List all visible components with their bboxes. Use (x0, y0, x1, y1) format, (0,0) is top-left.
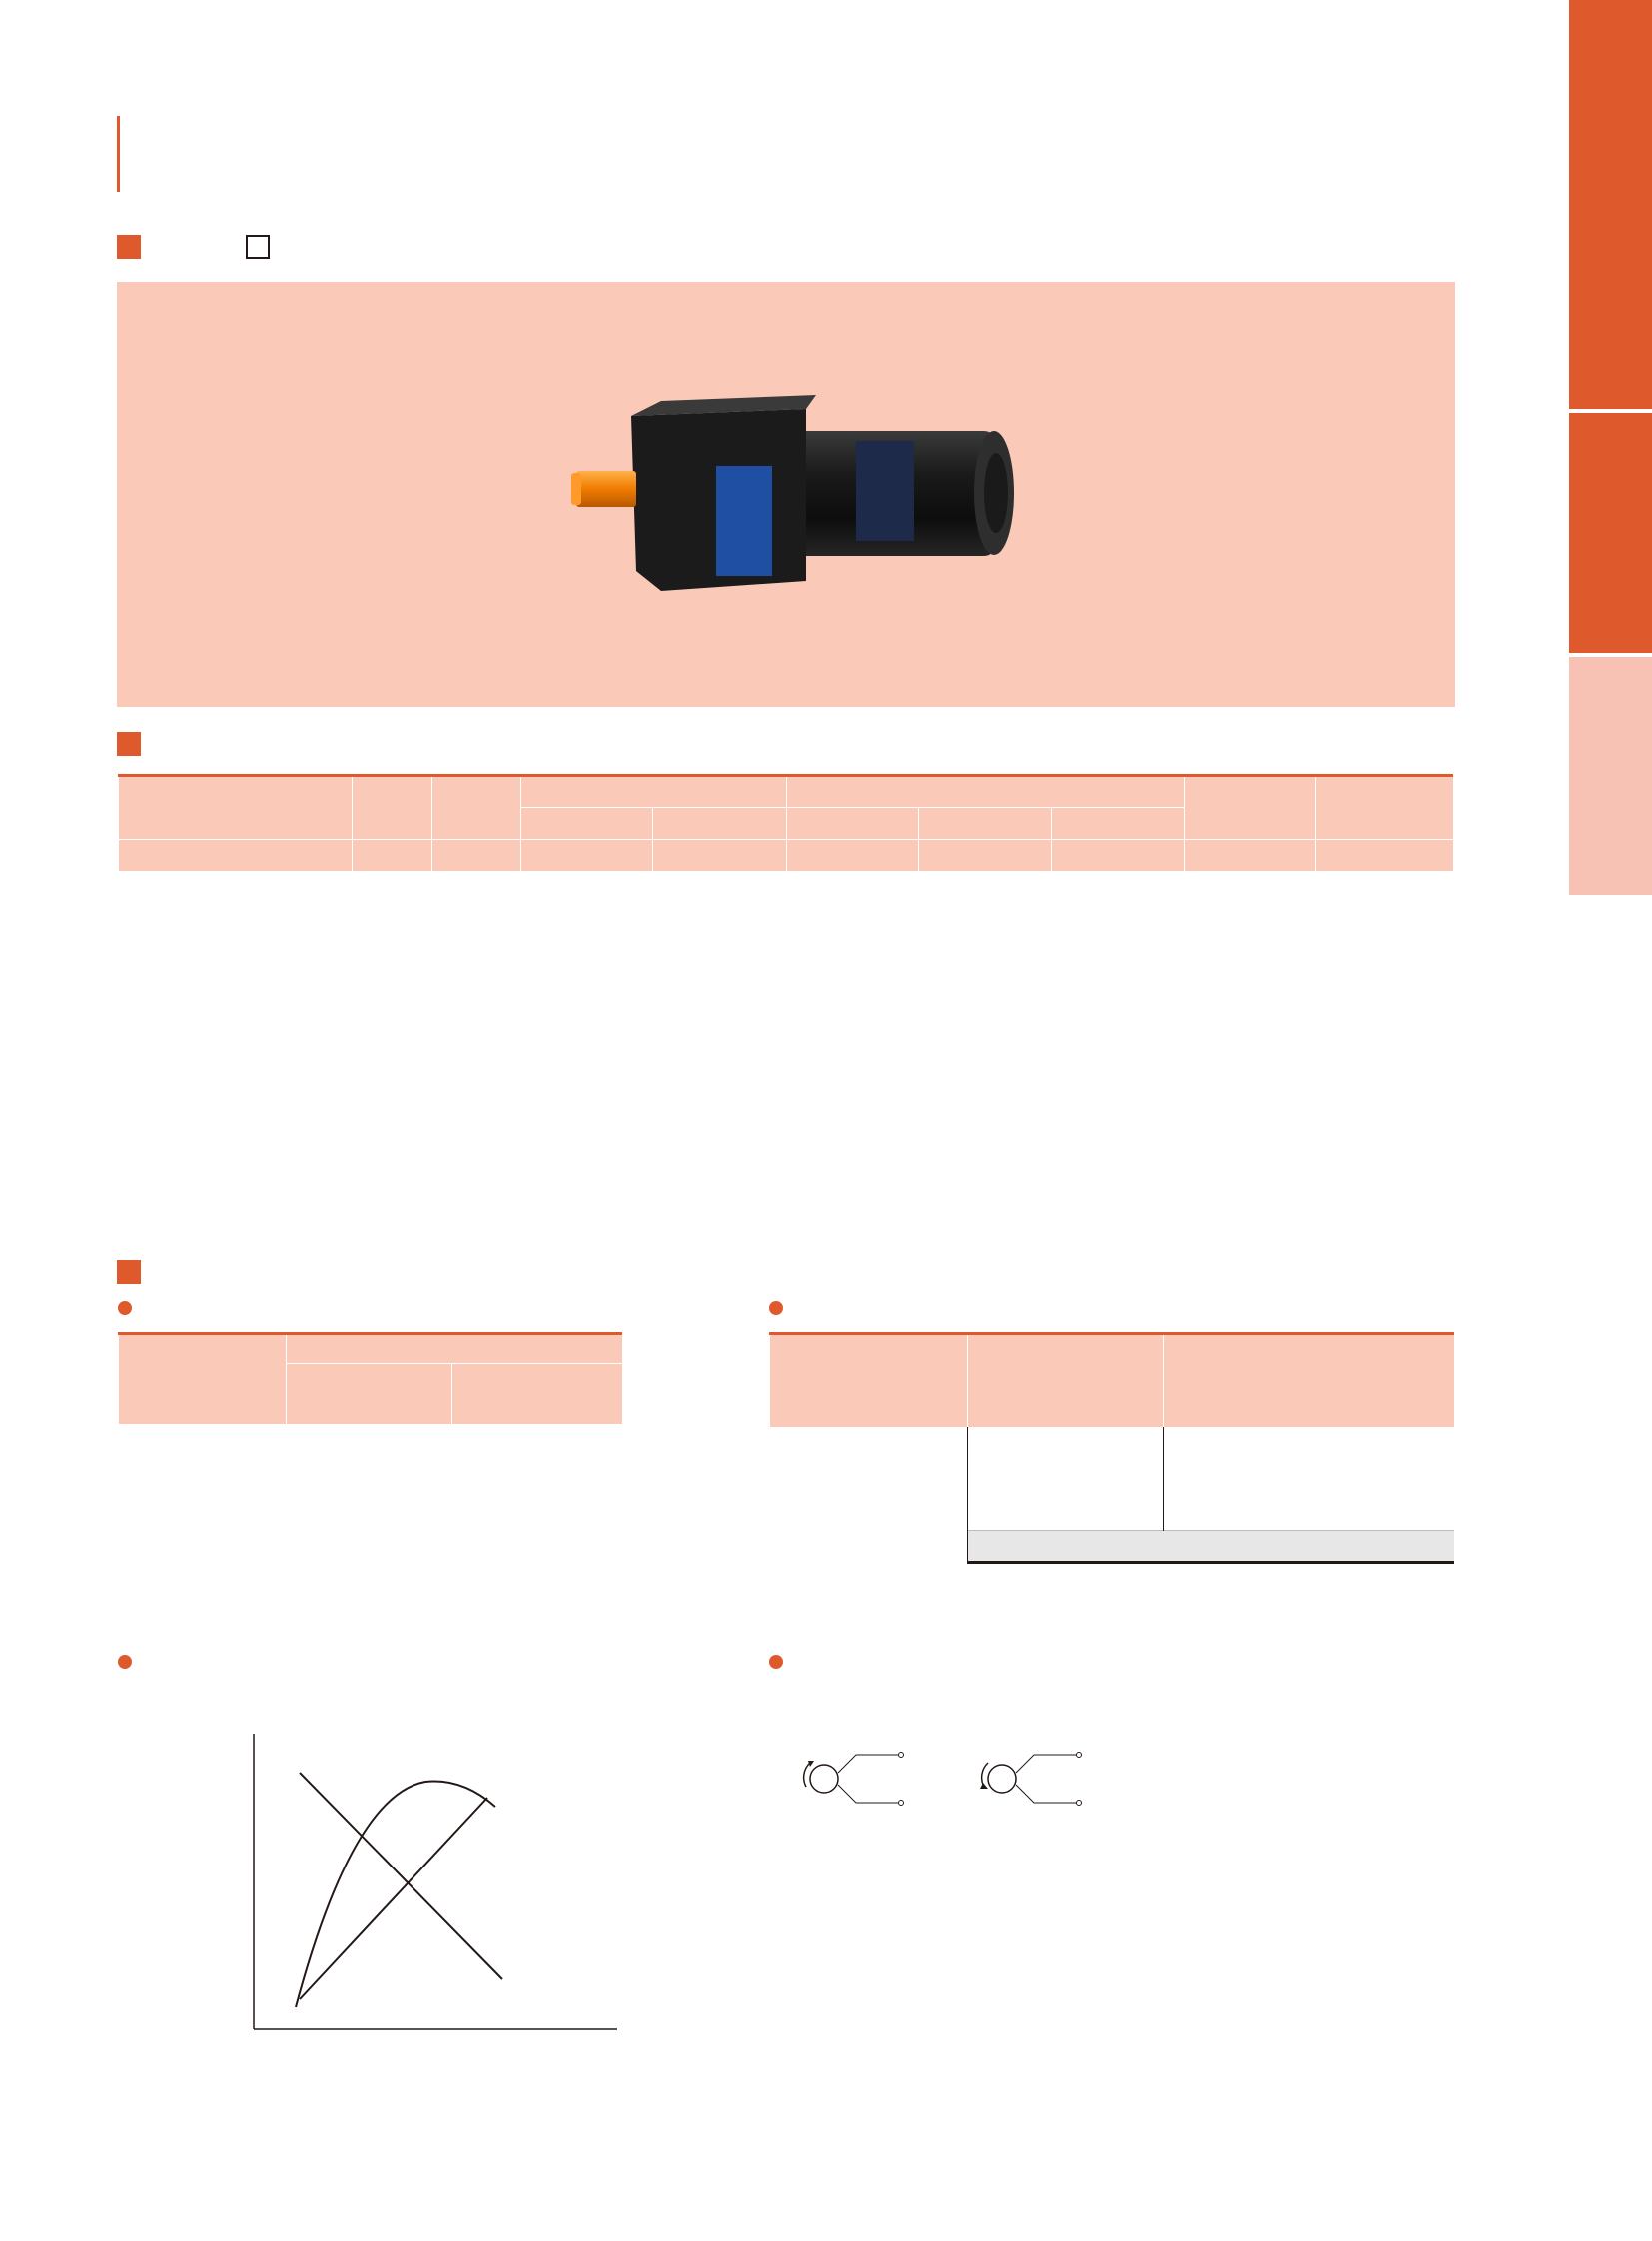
header-nl-current (652, 808, 786, 840)
header-power (431, 776, 520, 840)
section-square-icon (117, 732, 141, 756)
curve-t-n (300, 1773, 502, 1979)
unit-cell (1051, 840, 1184, 872)
curve-t-i (300, 1798, 487, 1999)
motor-icon (988, 1765, 1016, 1793)
gear-ratio-header (1163, 1334, 1454, 1428)
round-header (451, 1364, 622, 1425)
bullet-dot-icon (769, 1655, 783, 1669)
gear-type-header (770, 1334, 968, 1428)
unit-cell (119, 840, 353, 872)
unit-cell (431, 840, 520, 872)
unit-cell (1316, 840, 1453, 872)
model-header (286, 1334, 622, 1364)
header-l-torque (918, 808, 1051, 840)
unit-cell (918, 840, 1051, 872)
curve-subtitle (118, 1653, 140, 1673)
header-weight (1316, 776, 1453, 840)
bullet-dot-icon (118, 1655, 132, 1669)
header-l-current (1051, 808, 1184, 840)
header-brush-life (1184, 776, 1316, 840)
type-header (119, 1334, 287, 1425)
unit-cell (352, 840, 431, 872)
gear-model-header (967, 1334, 1163, 1428)
pinion-header (286, 1364, 451, 1425)
wiring-ccw (980, 1753, 1082, 1806)
motor-subtitle (118, 1299, 140, 1319)
unit-cell (786, 840, 918, 872)
gear-ratio-cell (1163, 1427, 1454, 1531)
characteristic-curve-chart (118, 1710, 637, 2049)
header-load (786, 776, 1184, 808)
gearhead-table (769, 1332, 1454, 1564)
section-square-icon (117, 1260, 141, 1284)
header-l-speed (786, 808, 918, 840)
header-noload (520, 776, 786, 808)
motor-icon (810, 1765, 838, 1793)
header-voltage (352, 776, 431, 840)
sidebar-tab-dc-motor[interactable] (1569, 413, 1652, 653)
spec-square-icon (117, 235, 141, 259)
header-model (119, 776, 353, 840)
gear-motor-illustration (117, 282, 1455, 707)
gearhead-subtitle (769, 1299, 791, 1319)
bullet-dot-icon (118, 1301, 132, 1315)
bullet-dot-icon (769, 1301, 783, 1315)
performance-table (118, 774, 1453, 871)
sidebar-tab-door-motor[interactable] (1569, 657, 1652, 895)
wiring-cw (804, 1753, 904, 1806)
product-label (716, 466, 772, 576)
wiring-diagram (774, 1723, 1174, 1813)
gear-model-cell (967, 1427, 1163, 1531)
spec-frame-icon (246, 235, 270, 259)
product-photo (117, 282, 1455, 707)
unit-cell (520, 840, 652, 872)
curve-t-p0 (296, 1782, 495, 2007)
wiring-subtitle (769, 1653, 791, 1673)
motor-type-table (118, 1332, 622, 1424)
sidebar-tab-dc-gear-motor[interactable] (1569, 0, 1652, 409)
header-nl-speed (520, 808, 652, 840)
decimal-gearhead-cell (967, 1531, 1454, 1563)
unit-cell (652, 840, 786, 872)
unit-cell (1184, 840, 1316, 872)
gear-type-cell (770, 1427, 968, 1563)
title-accent-bar (117, 116, 120, 192)
